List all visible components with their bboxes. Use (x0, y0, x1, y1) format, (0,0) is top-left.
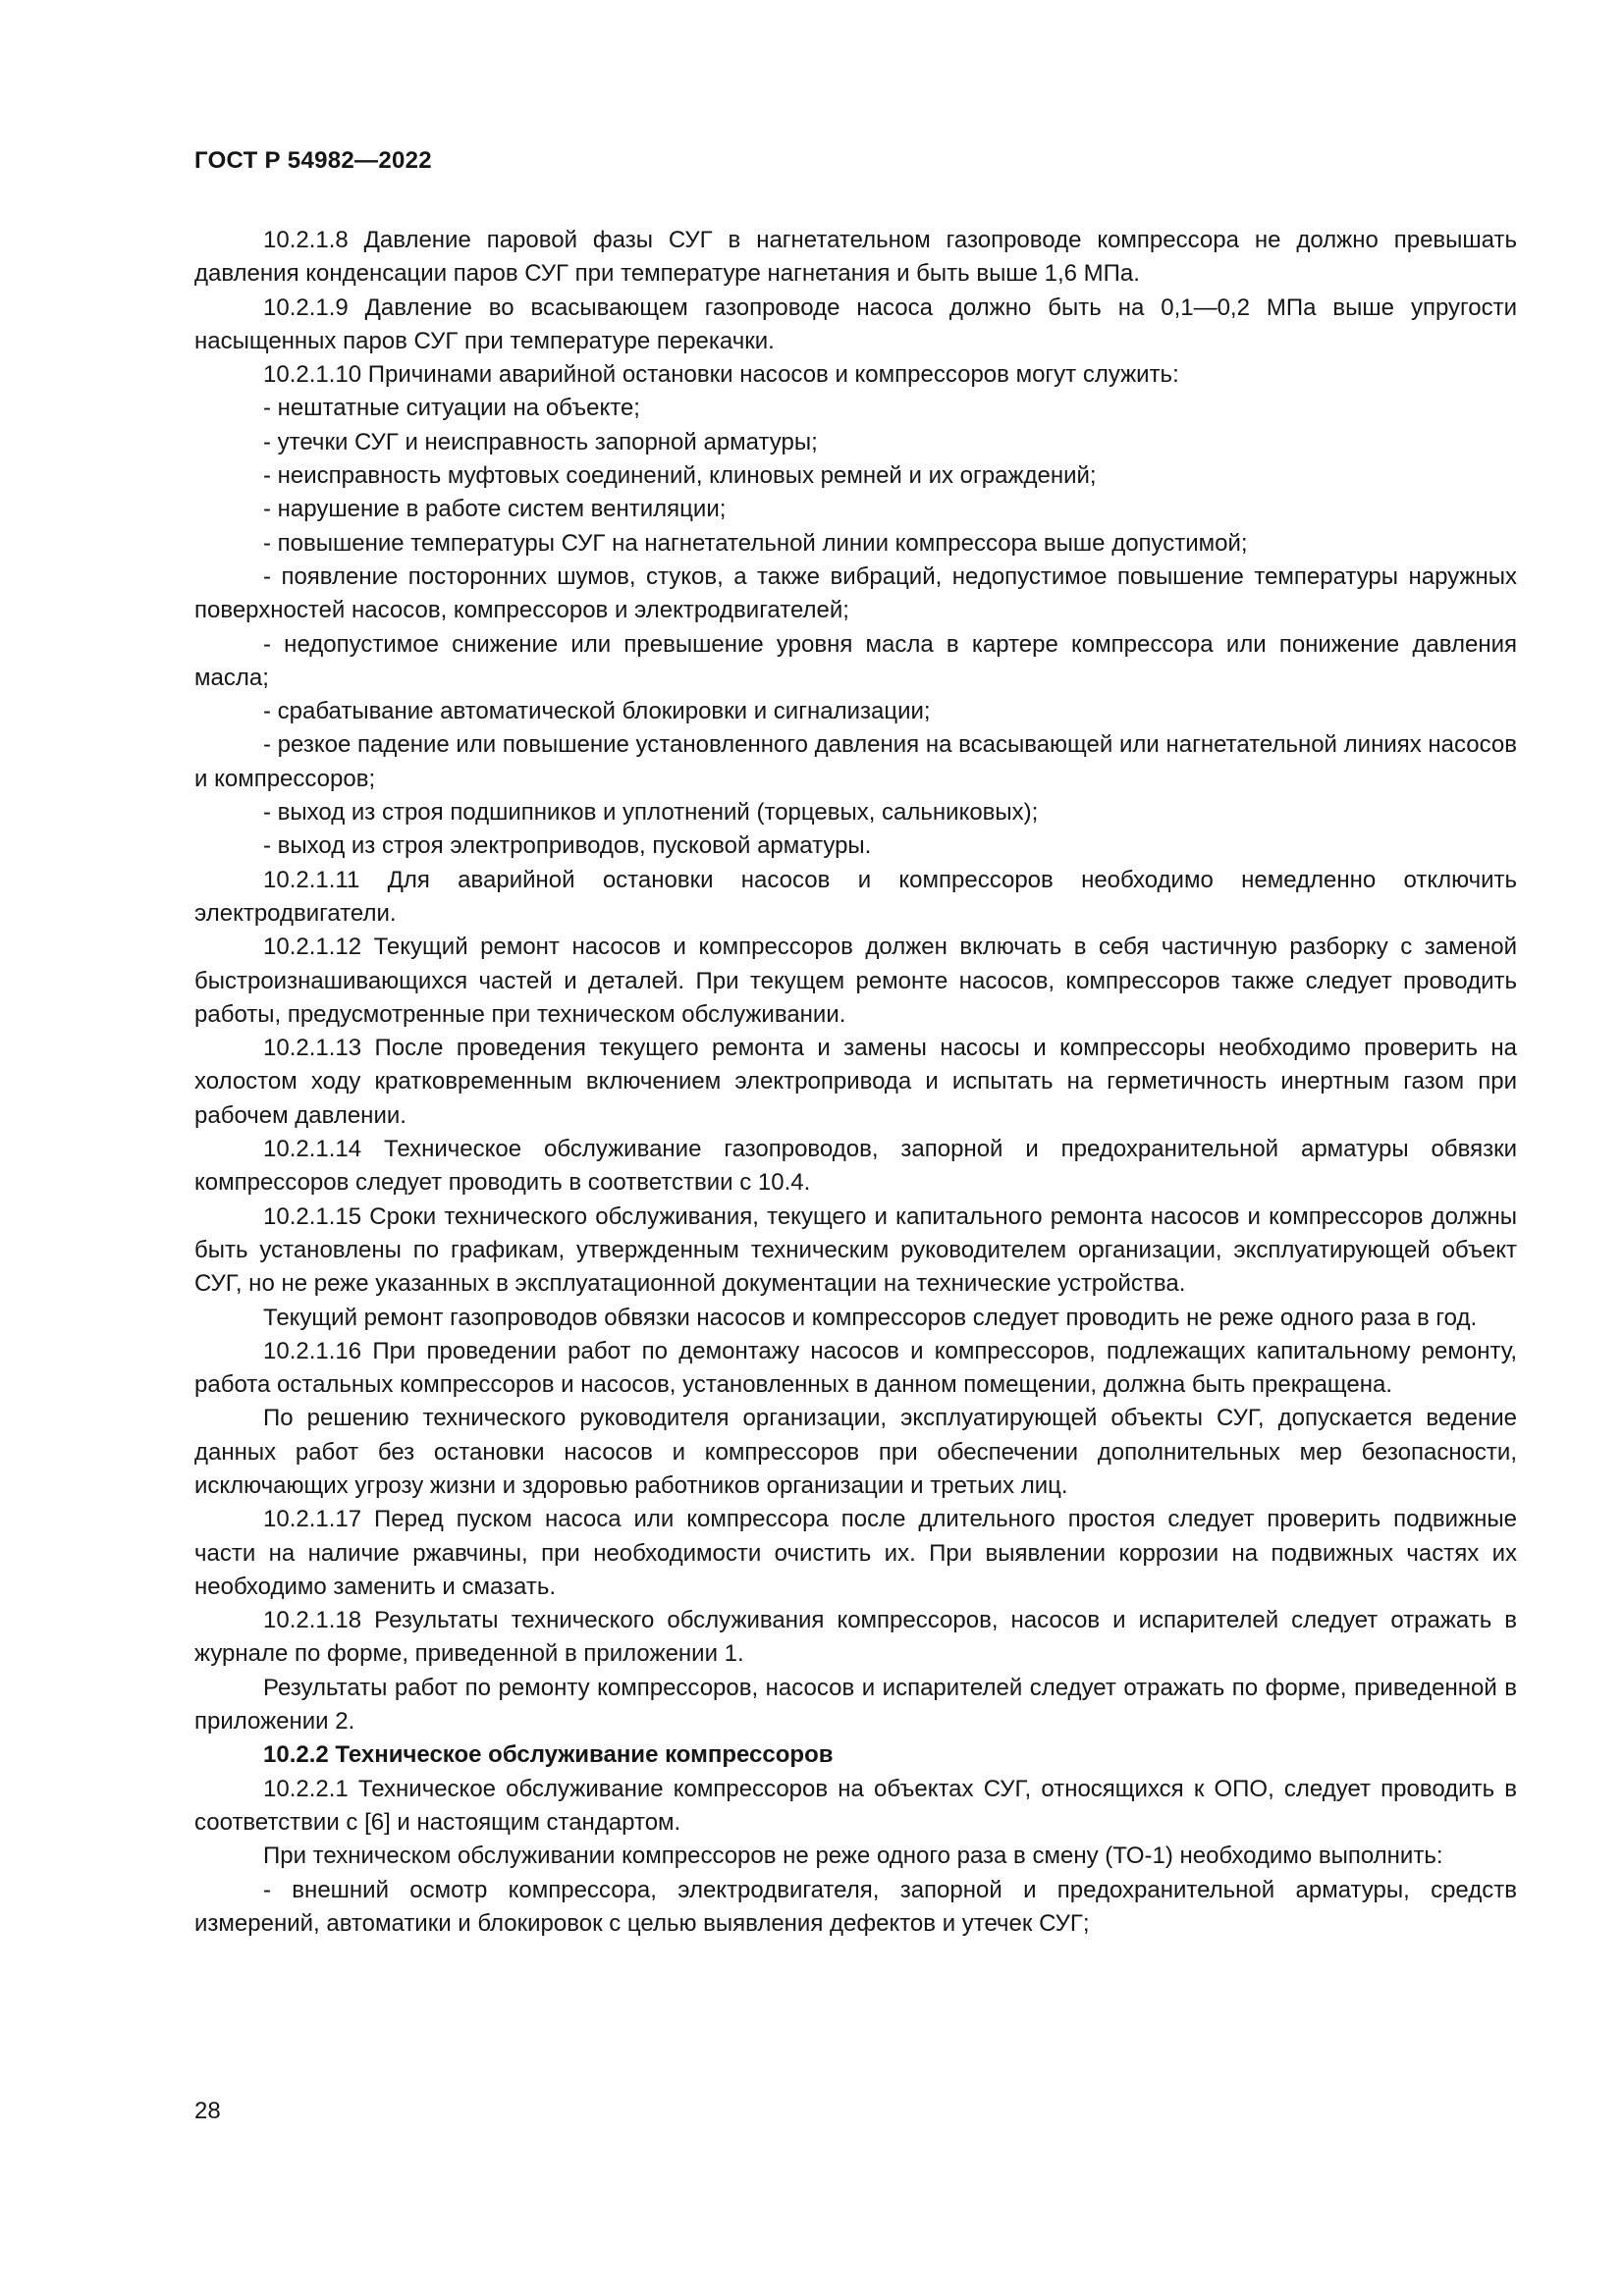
list-item: - появление посторонних шумов, стуков, а также вибраций, недопустимое повышение температуры наружных поверхностей насосов, компрессоров и электродвигателей; (194, 562, 1517, 624)
paragraph-10-2-1-11: 10.2.1.11 Для аварийной остановки насосов и компрессоров необходимо немедленно отключить электродвигатели. (194, 866, 1517, 927)
paragraph: Результаты работ по ремонту компрессоров, насосов и испарителей следует отражать по форме, приведенной в приложении 2. (194, 1674, 1517, 1735)
list-item: - повышение температуры СУГ на нагнетательной линии компрессора выше допустимой; (263, 529, 1248, 557)
paragraph: Текущий ремонт газопроводов обвязки насосов и компрессоров следует проводить не реже одного раза в год. (263, 1304, 1478, 1331)
paragraph-10-2-2-1: 10.2.2.1 Техническое обслуживание компрессоров на объектах СУГ, относящихся к ОПО, следует проводить в соответствии с [6] и настоящим стандартом. (194, 1775, 1517, 1836)
list-item: - утечки СУГ и неисправность запорной арматуры; (263, 428, 818, 455)
list-item: - внешний осмотр компрессора, электродвигателя, запорной и предохранительной арматуры, средств измерений, автоматики и блокировок с целью выявления дефектов и утечек СУГ; (194, 1876, 1517, 1937)
paragraph-10-2-1-18: 10.2.1.18 Результаты технического обслуживания компрессоров, насосов и испарителей следует отражать в журнале по форме, приведенной в приложении 1. (194, 1607, 1517, 1668)
paragraph: При техническом обслуживании компрессоров не реже одного раза в смену (ТО-1) необходимо выполнить: (263, 1842, 1443, 1870)
list-item: - выход из строя электроприводов, пусковой арматуры. (263, 832, 872, 860)
paragraph-10-2-1-8: 10.2.1.8 Давление паровой фазы СУГ в нагнетательном газопроводе компрессора не должно превышать давления конденсации паров СУГ при температуре нагнетания и быть выше 1,6 МПа. (194, 227, 1517, 288)
paragraph-10-2-1-13: 10.2.1.13 После проведения текущего ремонта и замены насосы и компрессоры необходимо проверить на холостом ходу кратковременным включением электропривода и испытать на герметичность инертным газом при рабочем давлении. (194, 1035, 1517, 1129)
paragraph-10-2-1-9: 10.2.1.9 Давление во всасывающем газопроводе насоса должно быть на 0,1—0,2 МПа выше упругости насыщенных паров СУГ при температуре перекачки. (194, 294, 1517, 354)
paragraph-10-2-1-15: 10.2.1.15 Сроки технического обслуживания, текущего и капитального ремонта насосов и компрессоров должны быть установлены по графикам, утвержденным техническим руководителем организации, эксплуатирующей объект СУГ, но не реже указанных в эксплуатационной документации на технические устройства. (194, 1202, 1517, 1298)
section-heading-10-2-2: 10.2.2 Техническое обслуживание компрессоров (263, 1741, 834, 1769)
paragraph-10-2-1-16: 10.2.1.16 При проведении работ по демонтажу насосов и компрессоров, подлежащих капитальному ремонту, работа остальных компрессоров и насосов, установленных в данном помещении, должна быть прекращена. (194, 1337, 1517, 1399)
page-number: 28 (194, 2098, 221, 2124)
document-body (194, 224, 1517, 1941)
list-item: - срабатывание автоматической блокировки и сигнализации; (263, 698, 931, 725)
paragraph-10-2-1-12: 10.2.1.12 Текущий ремонт насосов и компрессоров должен включать в себя частичную разборку с заменой быстроизнашивающихся частей и деталей. При текущем ремонте насосов, компрессоров также следует проводить работы, предусмотренные при техническом обслуживании. (194, 934, 1517, 1028)
paragraph: По решению технического руководителя организации, эксплуатирующей объекты СУГ, допускается ведение данных работ без остановки насосов и компрессоров при обеспечении дополнительных мер безопасности, исключающих угрозу жизни и здоровью работников организации и третьих лиц. (194, 1405, 1517, 1499)
paragraph-10-2-1-10: 10.2.1.10 Причинами аварийной остановки насосов и компрессоров могут служить: (263, 361, 1179, 389)
list-item: - недопустимое снижение или превышение уровня масла в картере компрессора или понижение давления масла; (194, 630, 1517, 691)
list-item: - нештатные ситуации на объекте; (263, 395, 640, 422)
paragraph-10-2-1-14: 10.2.1.14 Техническое обслуживание газопроводов, запорной и предохранительной арматуры обвязки компрессоров следует проводить в соответствии с 10.4. (194, 1136, 1517, 1197)
list-item: - резкое падение или повышение установленного давления на всасывающей или нагнетательной линиях насосов и компрессоров; (194, 731, 1517, 792)
list-item: - выход из строя подшипников и уплотнений (торцевых, сальниковых); (263, 799, 1039, 827)
list-item: - нарушение в работе систем вентиляции; (263, 496, 727, 523)
paragraph-10-2-1-17: 10.2.1.17 Перед пуском насоса или компрессора после длительного простоя следует проверить подвижные части на наличие ржавчины, при необходимости очистить их. При выявлении коррозии на подвижных частях их необходимо заменить и смазать. (194, 1506, 1517, 1600)
document-code: ГОСТ Р 54982—2022 (194, 147, 432, 174)
list-item: - неисправность муфтовых соединений, клиновых ремней и их ограждений; (263, 462, 1097, 490)
